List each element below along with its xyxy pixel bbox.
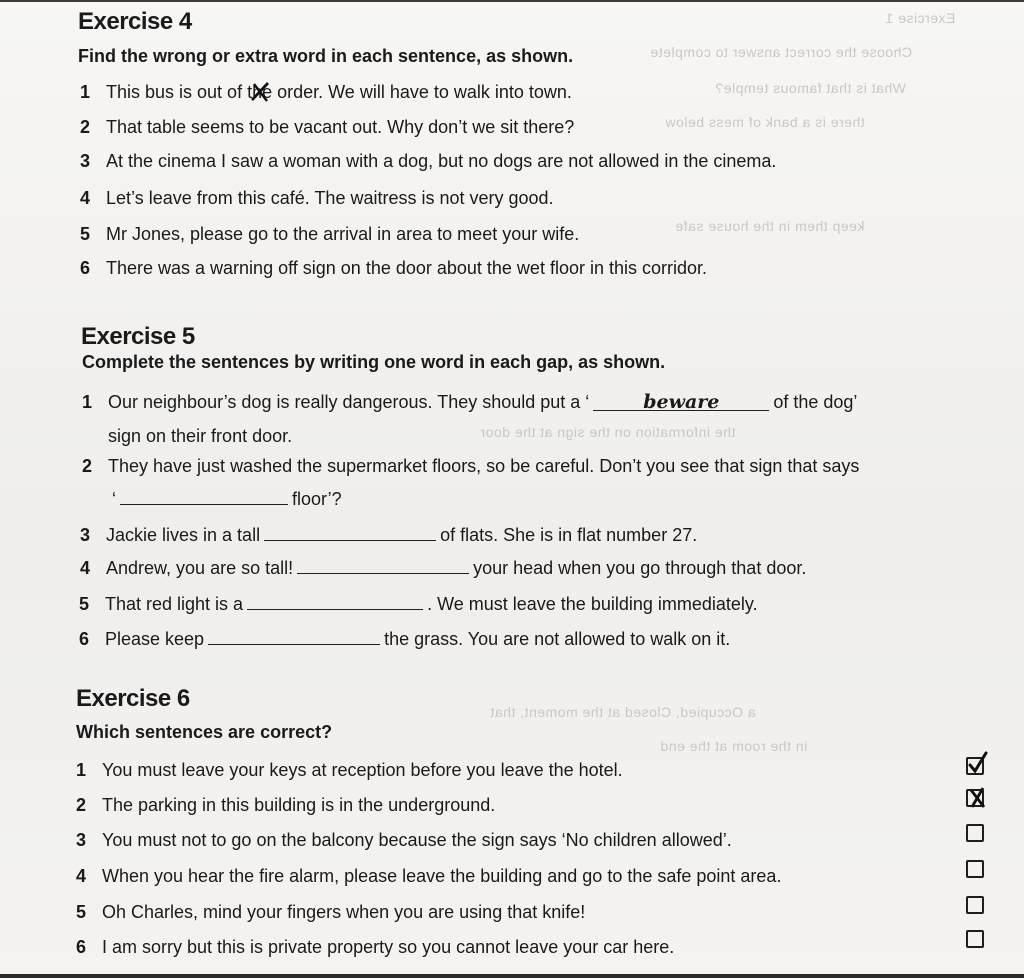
item-number: 4 — [80, 188, 91, 208]
exercise-4-heading: Exercise 4 — [78, 8, 192, 35]
answer-gap[interactable] — [208, 628, 380, 645]
tick-mark-icon — [965, 750, 991, 776]
show-through-text: Exercise 1 — [885, 10, 956, 26]
item-number: 6 — [80, 258, 91, 278]
exercise-6-item-5: 5 Oh Charles, mind your fingers when you are using that knife! — [76, 902, 586, 922]
exercise-6-heading: Exercise 6 — [76, 685, 190, 712]
exercise-4-instruction: Find the wrong or extra word in each sentence, as shown. — [78, 46, 574, 66]
item-number: 6 — [79, 629, 90, 649]
exercise-4-item-1: 1 This bus is out of the order. We will have to walk into town. — [80, 82, 572, 102]
item-number: 2 — [82, 456, 93, 476]
struck-word: he — [252, 82, 272, 103]
exercise-5-instruction: Complete the sentences by writing one word in each gap, as shown. — [82, 352, 666, 372]
item-number: 3 — [76, 830, 87, 850]
show-through-text: there is a bank of mess below — [665, 114, 865, 130]
item-number: 3 — [80, 151, 91, 171]
exercise-6-item-1: 1 You must leave your keys at reception before you leave the hotel. — [76, 760, 623, 780]
exercise-4-item-6: 6 There was a warning off sign on the door about the wet floor in this corridor. — [80, 258, 708, 278]
answer-checkbox-1[interactable] — [966, 757, 984, 775]
answer-checkbox-4[interactable] — [966, 860, 984, 878]
show-through-text: in the room at the end — [660, 738, 808, 754]
handwritten-cross-mark — [249, 80, 271, 104]
item-number: 3 — [80, 525, 91, 545]
exercise-5-item-1: 1 Our neighbour’s dog is really dangerous. They should put a ‘ beware of the dog’ — [82, 391, 858, 413]
item-number: 5 — [80, 224, 91, 244]
exercise-5-item-2: 2 They have just washed the supermarket floors, so be careful. Don’t you see that sign that says — [82, 456, 860, 476]
exercise-6-instruction: Which sentences are correct? — [76, 722, 333, 742]
answer-gap[interactable] — [247, 593, 423, 610]
exercise-5-item-2-continued: ‘ floor’? — [112, 489, 342, 509]
exercise-6-item-6: 6 I am sorry but this is private property so you cannot leave your car here. — [76, 937, 675, 957]
exercise-6-item-4: 4 When you hear the fire alarm, please leave the building and go to the safe point area. — [76, 866, 782, 886]
exercise-5-item-5: 5 That red light is a . We must leave the building immediately. — [79, 594, 758, 614]
exercise-5-item-3: 3 Jackie lives in a tall of flats. She is in flat number 27. — [80, 525, 698, 545]
exercise-5-item-6: 6 Please keep the grass. You are not allowed to walk on it. — [79, 629, 731, 649]
item-number: 4 — [76, 866, 87, 886]
item-number: 4 — [80, 558, 91, 578]
item-number: 5 — [79, 594, 90, 614]
exercise-4-item-4: 4 Let’s leave from this café. The waitress is not very good. — [80, 188, 554, 208]
item-number: 1 — [80, 82, 91, 102]
answer-gap[interactable]: beware — [593, 394, 769, 411]
item-number: 1 — [76, 760, 87, 780]
show-through-text: What is that famous temple? — [715, 80, 906, 96]
exercise-5-heading: Exercise 5 — [81, 323, 195, 350]
show-through-text: Choose the correct answer to complete — [650, 44, 913, 60]
exercise-5-item-1-continued: sign on their front door. — [108, 426, 293, 446]
top-border — [0, 0, 1024, 2]
exercise-5-item-4: 4 Andrew, you are so tall! your head when you go through that door. — [80, 558, 807, 578]
show-through-text: a Occupied, Closed at the moment, that — [490, 704, 756, 720]
item-number: 6 — [76, 937, 87, 957]
item-number: 5 — [76, 902, 87, 922]
item-number: 1 — [82, 392, 93, 412]
answer-checkbox-2[interactable] — [966, 789, 984, 807]
answer-gap[interactable] — [120, 488, 288, 505]
cross-mark-icon — [965, 782, 989, 810]
answer-gap[interactable] — [297, 557, 469, 574]
exercise-6-item-3: 3 You must not to go on the balcony because the sign says ‘No children allowed’. — [76, 830, 732, 850]
answer-checkbox-3[interactable] — [966, 824, 984, 842]
item-number: 2 — [76, 795, 87, 815]
exercise-6-item-2: 2 The parking in this building is in the underground. — [76, 795, 496, 815]
answer-gap[interactable] — [264, 524, 436, 541]
show-through-text: keep them in the house safe — [675, 218, 865, 234]
exercise-4-item-3: 3 At the cinema I saw a woman with a dog, but no dogs are not allowed in the cinema. — [80, 151, 777, 171]
item-number: 2 — [80, 117, 91, 137]
answer-checkbox-5[interactable] — [966, 896, 984, 914]
exercise-4-item-2: 2 That table seems to be vacant out. Why don’t we sit there? — [80, 117, 575, 137]
bottom-border — [0, 974, 1024, 978]
show-through-text: the information on the sign at the door — [480, 424, 736, 440]
answer-checkbox-6[interactable] — [966, 930, 984, 948]
exercise-4-item-5: 5 Mr Jones, please go to the arrival in area to meet your wife. — [80, 224, 580, 244]
